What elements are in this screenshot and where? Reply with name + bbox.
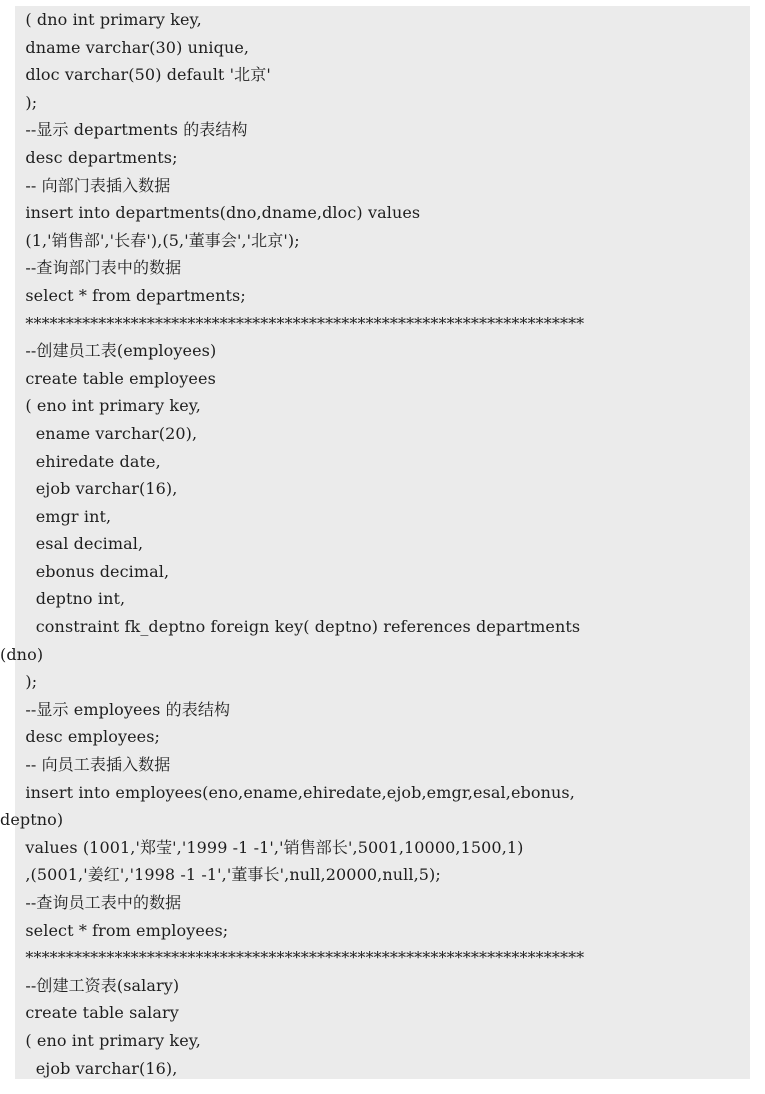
- code-line: ( eno int primary key,: [15, 396, 201, 416]
- code-line: *********************************************************************: [15, 948, 585, 968]
- code-line: select * from employees;: [15, 920, 229, 940]
- code-line: --查询员工表中的数据: [15, 893, 182, 912]
- code-line: ebonus decimal,: [15, 561, 170, 581]
- code-line: --创建员工表(employees): [15, 341, 217, 361]
- code-line: -- 向员工表插入数据: [15, 755, 171, 775]
- code-line: -- 向部门表插入数据: [15, 175, 171, 195]
- code-listing: [0, 6, 750, 1079]
- code-line: emgr int,: [15, 506, 112, 526]
- code-line: ( dno int primary key,: [15, 10, 202, 29]
- code-line: insert into employees(eno,ename,ehiredate,ejob,emgr,esal,ebonus,: [15, 782, 575, 802]
- code-line: create table salary: [15, 1003, 179, 1023]
- code-line: ejob varchar(16),: [15, 479, 178, 499]
- code-line: --创建工资表(salary): [15, 975, 180, 995]
- code-line: (dno): [0, 644, 44, 664]
- code-line: desc employees;: [15, 727, 161, 747]
- code-line: desc departments;: [15, 147, 178, 167]
- code-line: select * from departments;: [15, 285, 246, 305]
- code-line: );: [15, 92, 38, 112]
- code-line: dname varchar(30) unique,: [15, 37, 250, 57]
- code-line: ( eno int primary key,: [15, 1030, 201, 1050]
- code-line: esal decimal,: [15, 534, 144, 554]
- code-lines: [0, 6, 750, 1082]
- code-line: insert into departments(dno,dname,dloc) values: [15, 203, 421, 223]
- code-line: dloc varchar(50) default '北京': [15, 65, 271, 85]
- code-line: ,(5001,'姜红','1998 -1 -1','董事长',null,20000,null,5);: [15, 865, 441, 885]
- code-line: );: [15, 672, 38, 692]
- code-line: deptno int,: [15, 589, 126, 609]
- code-line: values (1001,'郑莹','1999 -1 -1','销售部长',5001,10000,1500,1): [15, 837, 524, 857]
- code-line: --显示 employees 的表结构: [15, 699, 231, 719]
- code-line: ejob varchar(16),: [15, 1058, 178, 1078]
- code-line: --显示 departments 的表结构: [15, 120, 248, 140]
- code-line: ehiredate date,: [15, 451, 161, 471]
- code-line: constraint fk_deptno foreign key( deptno) references departments: [15, 617, 581, 637]
- code-line: *********************************************************************: [15, 313, 585, 333]
- code-line: ename varchar(20),: [15, 423, 198, 443]
- code-line: create table employees: [15, 368, 216, 388]
- code-line: (1,'销售部','长春'),(5,'董事会','北京');: [15, 230, 300, 250]
- code-line: --查询部门表中的数据: [15, 258, 182, 278]
- code-line: deptno): [0, 810, 64, 830]
